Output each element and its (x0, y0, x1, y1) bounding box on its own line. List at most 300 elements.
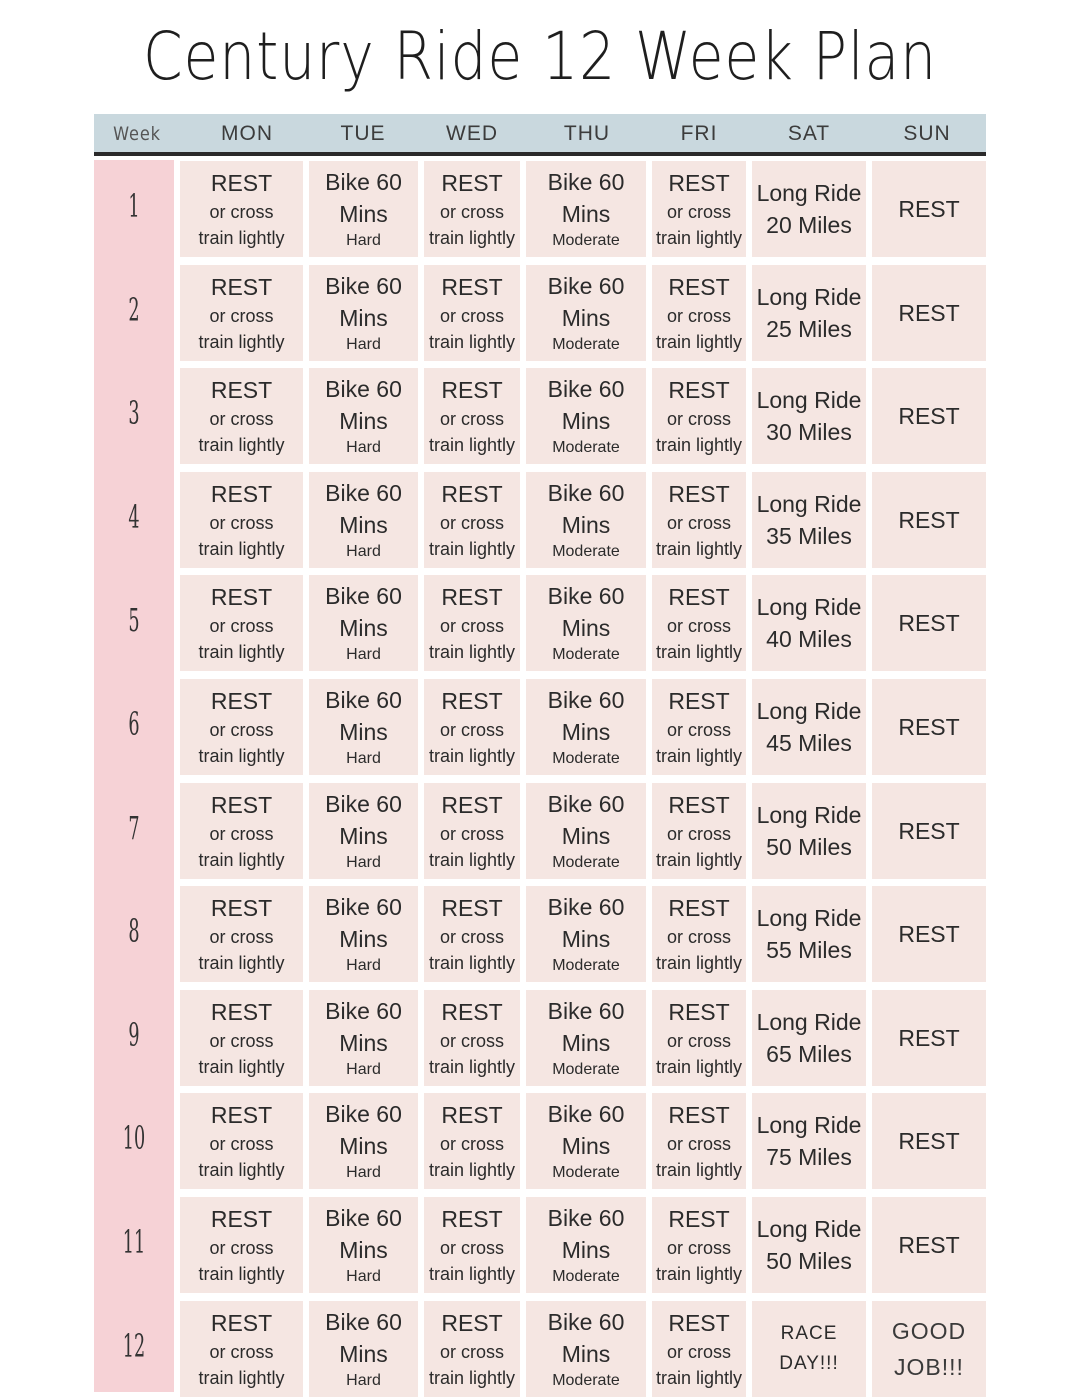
rest-label: REST (668, 1310, 730, 1336)
train-lightly-label: train lightly (198, 1057, 285, 1077)
week-number: 2 (128, 291, 140, 329)
train-lightly-label: train lightly (655, 953, 743, 973)
train-lightly-label: train lightly (655, 332, 743, 352)
cell-week1-mon (180, 161, 303, 257)
cell-week3-thu (526, 368, 646, 464)
or-cross-label: or cross (439, 616, 504, 636)
header-tue: TUE (340, 122, 386, 145)
intensity-label: Moderate (552, 439, 620, 456)
rest-label: REST (898, 610, 960, 636)
cell-week11-mon (180, 1197, 303, 1293)
intensity-label: Moderate (552, 1061, 620, 1078)
rest-label: REST (441, 688, 503, 714)
long-ride-label: Long Ride (756, 698, 862, 724)
mins-label: Mins (339, 1133, 388, 1159)
bike-label: Bike 60 (325, 998, 402, 1024)
rest-label: REST (898, 921, 960, 947)
header-fri: FRI (680, 122, 718, 145)
cell-week11-sun (872, 1197, 986, 1293)
cell-week8-thu (526, 886, 646, 982)
cell-week12-fri (652, 1301, 746, 1397)
rest-label: REST (441, 895, 503, 921)
miles-label: 50 Miles (766, 834, 852, 860)
or-cross-label: or cross (439, 1342, 504, 1362)
mins-label: Mins (561, 201, 611, 227)
rest-label: REST (898, 714, 960, 740)
mins-label: Mins (561, 926, 611, 952)
bike-label: Bike 60 (547, 687, 625, 713)
cell-week10-wed (424, 1093, 520, 1189)
cell-week10-mon (180, 1093, 303, 1189)
cell-week1-thu (526, 161, 646, 257)
header-thu: THU (563, 122, 611, 145)
week-number: 6 (128, 705, 140, 743)
mins-label: Mins (339, 615, 388, 641)
train-lightly-label: train lightly (428, 228, 516, 248)
cell-week3-tue (309, 368, 418, 464)
rest-label: REST (668, 481, 730, 507)
header-sat: SAT (787, 122, 831, 145)
rest-label: REST (441, 1310, 503, 1336)
rest-label: REST (441, 481, 503, 507)
mins-label: Mins (561, 1133, 611, 1159)
train-lightly-label: train lightly (428, 642, 516, 662)
rest-label: REST (898, 196, 960, 222)
rest-label: REST (898, 403, 960, 429)
week-number: 3 (128, 394, 140, 432)
intensity-label: Hard (346, 1061, 381, 1078)
train-lightly-label: train lightly (655, 539, 743, 559)
intensity-label: Hard (346, 232, 381, 249)
cell-week6-thu (526, 679, 646, 775)
cell-week11-tue (309, 1197, 418, 1293)
long-ride-label: Long Ride (756, 594, 862, 620)
mins-label: Mins (339, 408, 388, 434)
mins-label: Mins (561, 512, 611, 538)
rest-label: REST (210, 377, 273, 403)
mins-label: Mins (561, 823, 611, 849)
train-lightly-label: train lightly (198, 1264, 285, 1284)
train-lightly-label: train lightly (198, 642, 285, 662)
train-lightly-label: train lightly (198, 1160, 285, 1180)
cell-week8-mon (180, 886, 303, 982)
rest-label: REST (668, 1102, 730, 1128)
week-number: 8 (128, 912, 140, 950)
cell-week9-thu (526, 990, 646, 1086)
long-ride-label: Long Ride (756, 491, 862, 517)
train-lightly-label: train lightly (428, 953, 516, 973)
cell-week8-fri (652, 886, 746, 982)
week-number: 11 (122, 1223, 146, 1261)
or-cross-label: or cross (666, 720, 731, 740)
cell-week2-thu (526, 265, 646, 361)
train-lightly-label: train lightly (655, 228, 743, 248)
bike-label: Bike 60 (325, 583, 402, 609)
rest-label: REST (441, 999, 503, 1025)
bike-label: Bike 60 (547, 169, 625, 195)
cell-week4-mon (180, 472, 303, 568)
or-cross-label: or cross (209, 616, 274, 636)
intensity-label: Hard (346, 336, 381, 353)
mins-label: Mins (339, 201, 388, 227)
rest-label: REST (441, 170, 503, 196)
cell-week7-sun (872, 783, 986, 879)
or-cross-label: or cross (209, 720, 274, 740)
cell-week8-sat (752, 886, 866, 982)
rest-label: REST (668, 792, 730, 818)
cell-week11-thu (526, 1197, 646, 1293)
cell-week6-fri (652, 679, 746, 775)
miles-label: 50 Miles (766, 1248, 852, 1274)
or-cross-label: or cross (666, 1031, 731, 1051)
cell-week10-fri (652, 1093, 746, 1189)
race-day-label: DAY!!! (779, 1353, 839, 1374)
cell-week5-sat (752, 575, 866, 671)
cell-week4-sat (752, 472, 866, 568)
cell-week3-sat (752, 368, 866, 464)
cell-week12-wed (424, 1301, 520, 1397)
cell-week2-tue (309, 265, 418, 361)
bike-label: Bike 60 (325, 1309, 402, 1335)
table-header (94, 114, 986, 156)
mins-label: Mins (561, 408, 611, 434)
bike-label: Bike 60 (547, 1101, 625, 1127)
header-sun: SUN (903, 122, 951, 145)
cell-week9-sat (752, 990, 866, 1086)
or-cross-label: or cross (439, 1238, 504, 1258)
intensity-label: Hard (346, 1164, 381, 1181)
cell-week6-sun (872, 679, 986, 775)
or-cross-label: or cross (666, 306, 731, 326)
cell-week10-sat (752, 1093, 866, 1189)
cell-week8-tue (309, 886, 418, 982)
cell-week11-sat (752, 1197, 866, 1293)
cell-week7-wed (424, 783, 520, 879)
miles-label: 65 Miles (766, 1041, 852, 1067)
or-cross-label: or cross (209, 202, 274, 222)
rest-label: REST (210, 274, 273, 300)
train-lightly-label: train lightly (428, 1368, 516, 1388)
mins-label: Mins (339, 823, 388, 849)
week-number: 5 (128, 601, 140, 639)
train-lightly-label: train lightly (655, 746, 743, 766)
or-cross-label: or cross (666, 1134, 731, 1154)
train-lightly-label: train lightly (655, 1368, 743, 1388)
cell-week12-mon (180, 1301, 303, 1397)
cell-week9-wed (424, 990, 520, 1086)
bike-label: Bike 60 (547, 273, 625, 299)
or-cross-label: or cross (209, 1238, 274, 1258)
cell-week7-tue (309, 783, 418, 879)
mins-label: Mins (561, 615, 611, 641)
or-cross-label: or cross (666, 1238, 731, 1258)
bike-label: Bike 60 (325, 273, 402, 299)
bike-label: Bike 60 (547, 998, 625, 1024)
or-cross-label: or cross (209, 927, 274, 947)
cell-week5-thu (526, 575, 646, 671)
miles-label: 20 Miles (766, 212, 852, 238)
bike-label: Bike 60 (547, 791, 625, 817)
cell-week7-sat (752, 783, 866, 879)
or-cross-label: or cross (209, 409, 274, 429)
cell-week9-mon (180, 990, 303, 1086)
cell-week4-wed (424, 472, 520, 568)
mins-label: Mins (339, 719, 388, 745)
or-cross-label: or cross (666, 824, 731, 844)
long-ride-label: Long Ride (756, 284, 862, 310)
intensity-label: Hard (346, 1372, 381, 1389)
bike-label: Bike 60 (325, 480, 402, 506)
long-ride-label: Long Ride (756, 802, 862, 828)
cell-week3-sun (872, 368, 986, 464)
intensity-label: Moderate (552, 750, 620, 767)
intensity-label: Hard (346, 854, 381, 871)
bike-label: Bike 60 (325, 169, 402, 195)
intensity-label: Hard (346, 1268, 381, 1285)
mins-label: Mins (561, 305, 611, 331)
or-cross-label: or cross (666, 927, 731, 947)
intensity-label: Moderate (552, 957, 620, 974)
rest-label: REST (210, 1206, 273, 1232)
cell-week4-tue (309, 472, 418, 568)
train-lightly-label: train lightly (198, 953, 285, 973)
rest-label: REST (210, 1102, 273, 1128)
cell-week1-fri (652, 161, 746, 257)
cell-week4-fri (652, 472, 746, 568)
rest-label: REST (210, 895, 273, 921)
train-lightly-label: train lightly (428, 746, 516, 766)
or-cross-label: or cross (209, 1342, 274, 1362)
train-lightly-label: train lightly (428, 850, 516, 870)
cell-week7-mon (180, 783, 303, 879)
race-label: RACE (780, 1323, 838, 1344)
train-lightly-label: train lightly (198, 228, 285, 248)
rest-label: REST (210, 481, 273, 507)
cell-week8-wed (424, 886, 520, 982)
cell-week4-thu (526, 472, 646, 568)
train-lightly-label: train lightly (198, 435, 285, 455)
rest-label: REST (210, 688, 273, 714)
train-lightly-label: train lightly (428, 539, 516, 559)
cell-week10-thu (526, 1093, 646, 1189)
cell-week11-fri (652, 1197, 746, 1293)
mins-label: Mins (339, 1341, 388, 1367)
rest-label: REST (898, 1232, 960, 1258)
cell-week10-tue (309, 1093, 418, 1189)
cell-week7-fri (652, 783, 746, 879)
or-cross-label: or cross (209, 824, 274, 844)
week-number: 12 (122, 1327, 146, 1365)
cell-week1-sun (872, 161, 986, 257)
miles-label: 55 Miles (766, 937, 852, 963)
train-lightly-label: train lightly (655, 642, 743, 662)
cell-week7-thu (526, 783, 646, 879)
or-cross-label: or cross (209, 1134, 274, 1154)
rest-label: REST (898, 1025, 960, 1051)
cell-week2-sun (872, 265, 986, 361)
cell-week3-mon (180, 368, 303, 464)
intensity-label: Moderate (552, 646, 620, 663)
cell-week12-thu (526, 1301, 646, 1397)
cell-week1-wed (424, 161, 520, 257)
cell-week9-sun (872, 990, 986, 1086)
cell-week4-sun (872, 472, 986, 568)
rest-label: REST (210, 999, 273, 1025)
cell-week1-tue (309, 161, 418, 257)
bike-label: Bike 60 (547, 376, 625, 402)
job-label: JOB!!! (894, 1354, 964, 1380)
long-ride-label: Long Ride (756, 387, 862, 413)
cell-week9-tue (309, 990, 418, 1086)
cell-week5-fri (652, 575, 746, 671)
cell-week10-sun (872, 1093, 986, 1189)
intensity-label: Hard (346, 750, 381, 767)
bike-label: Bike 60 (547, 480, 625, 506)
rest-label: REST (898, 818, 960, 844)
cell-week3-wed (424, 368, 520, 464)
mins-label: Mins (339, 512, 388, 538)
or-cross-label: or cross (439, 306, 504, 326)
intensity-label: Hard (346, 957, 381, 974)
train-lightly-label: train lightly (198, 850, 285, 870)
cell-week6-tue (309, 679, 418, 775)
train-lightly-label: train lightly (655, 1057, 743, 1077)
or-cross-label: or cross (666, 409, 731, 429)
week-column (94, 160, 174, 1392)
intensity-label: Moderate (552, 1268, 620, 1285)
or-cross-label: or cross (209, 513, 274, 533)
or-cross-label: or cross (666, 1342, 731, 1362)
train-lightly-label: train lightly (655, 1264, 743, 1284)
cell-week6-mon (180, 679, 303, 775)
rest-label: REST (441, 1102, 503, 1128)
rest-label: REST (668, 584, 730, 610)
or-cross-label: or cross (439, 513, 504, 533)
week-number: 9 (128, 1016, 140, 1054)
intensity-label: Hard (346, 439, 381, 456)
miles-label: 75 Miles (766, 1144, 852, 1170)
mins-label: Mins (561, 1030, 611, 1056)
or-cross-label: or cross (209, 306, 274, 326)
mins-label: Mins (339, 926, 388, 952)
week-number: 10 (122, 1119, 146, 1157)
bike-label: Bike 60 (325, 791, 402, 817)
bike-label: Bike 60 (547, 1309, 625, 1335)
cell-week2-sat (752, 265, 866, 361)
long-ride-label: Long Ride (756, 1112, 862, 1138)
mins-label: Mins (561, 1341, 611, 1367)
cell-week5-mon (180, 575, 303, 671)
or-cross-label: or cross (439, 409, 504, 429)
cell-week5-sun (872, 575, 986, 671)
bike-label: Bike 60 (325, 376, 402, 402)
or-cross-label: or cross (439, 720, 504, 740)
cell-week11-wed (424, 1197, 520, 1293)
mins-label: Mins (339, 305, 388, 331)
bike-label: Bike 60 (325, 1101, 402, 1127)
rest-label: REST (210, 792, 273, 818)
rest-label: REST (210, 170, 273, 196)
rest-label: REST (441, 1206, 503, 1232)
train-lightly-label: train lightly (428, 435, 516, 455)
header-week: Week (113, 123, 161, 145)
cell-week9-fri (652, 990, 746, 1086)
intensity-label: Hard (346, 543, 381, 560)
bike-label: Bike 60 (547, 1205, 625, 1231)
cell-week12-tue (309, 1301, 418, 1397)
or-cross-label: or cross (666, 513, 731, 533)
long-ride-label: Long Ride (756, 1216, 862, 1242)
cell-week5-wed (424, 575, 520, 671)
cell-week2-fri (652, 265, 746, 361)
cell-week3-fri (652, 368, 746, 464)
intensity-label: Moderate (552, 1164, 620, 1181)
or-cross-label: or cross (439, 1031, 504, 1051)
train-lightly-label: train lightly (198, 332, 285, 352)
bike-label: Bike 60 (325, 894, 402, 920)
bike-label: Bike 60 (547, 894, 625, 920)
cell-week5-tue (309, 575, 418, 671)
long-ride-label: Long Ride (756, 905, 862, 931)
rest-label: REST (441, 584, 503, 610)
rest-label: REST (441, 377, 503, 403)
miles-label: 25 Miles (766, 316, 852, 342)
cell-week1-sat (752, 161, 866, 257)
mins-label: Mins (339, 1237, 388, 1263)
intensity-label: Moderate (552, 854, 620, 871)
intensity-label: Moderate (552, 1372, 620, 1389)
cell-week6-wed (424, 679, 520, 775)
or-cross-label: or cross (439, 202, 504, 222)
miles-label: 40 Miles (766, 626, 852, 652)
header-wed: WED (446, 122, 498, 145)
train-lightly-label: train lightly (655, 850, 743, 870)
rest-label: REST (668, 170, 730, 196)
train-lightly-label: train lightly (655, 1160, 743, 1180)
rest-label: REST (668, 688, 730, 714)
rest-label: REST (668, 274, 730, 300)
rest-label: REST (668, 895, 730, 921)
header-mon: MON (221, 122, 273, 145)
or-cross-label: or cross (439, 824, 504, 844)
train-lightly-label: train lightly (428, 1057, 516, 1077)
mins-label: Mins (561, 719, 611, 745)
cell-week12-sun (872, 1301, 986, 1397)
train-lightly-label: train lightly (428, 1264, 516, 1284)
train-lightly-label: train lightly (428, 332, 516, 352)
train-lightly-label: train lightly (198, 539, 285, 559)
train-lightly-label: train lightly (198, 1368, 285, 1388)
train-lightly-label: train lightly (655, 435, 743, 455)
long-ride-label: Long Ride (756, 1009, 862, 1035)
miles-label: 30 Miles (766, 419, 852, 445)
intensity-label: Moderate (552, 543, 620, 560)
miles-label: 35 Miles (766, 523, 852, 549)
or-cross-label: or cross (439, 927, 504, 947)
rest-label: REST (668, 999, 730, 1025)
rest-label: REST (441, 274, 503, 300)
train-lightly-label: train lightly (198, 746, 285, 766)
cell-week6-sat (752, 679, 866, 775)
rest-label: REST (441, 792, 503, 818)
or-cross-label: or cross (209, 1031, 274, 1051)
train-lightly-label: train lightly (428, 1160, 516, 1180)
intensity-label: Moderate (552, 232, 620, 249)
intensity-label: Hard (346, 646, 381, 663)
or-cross-label: or cross (439, 1134, 504, 1154)
intensity-label: Moderate (552, 336, 620, 353)
cell-week2-wed (424, 265, 520, 361)
